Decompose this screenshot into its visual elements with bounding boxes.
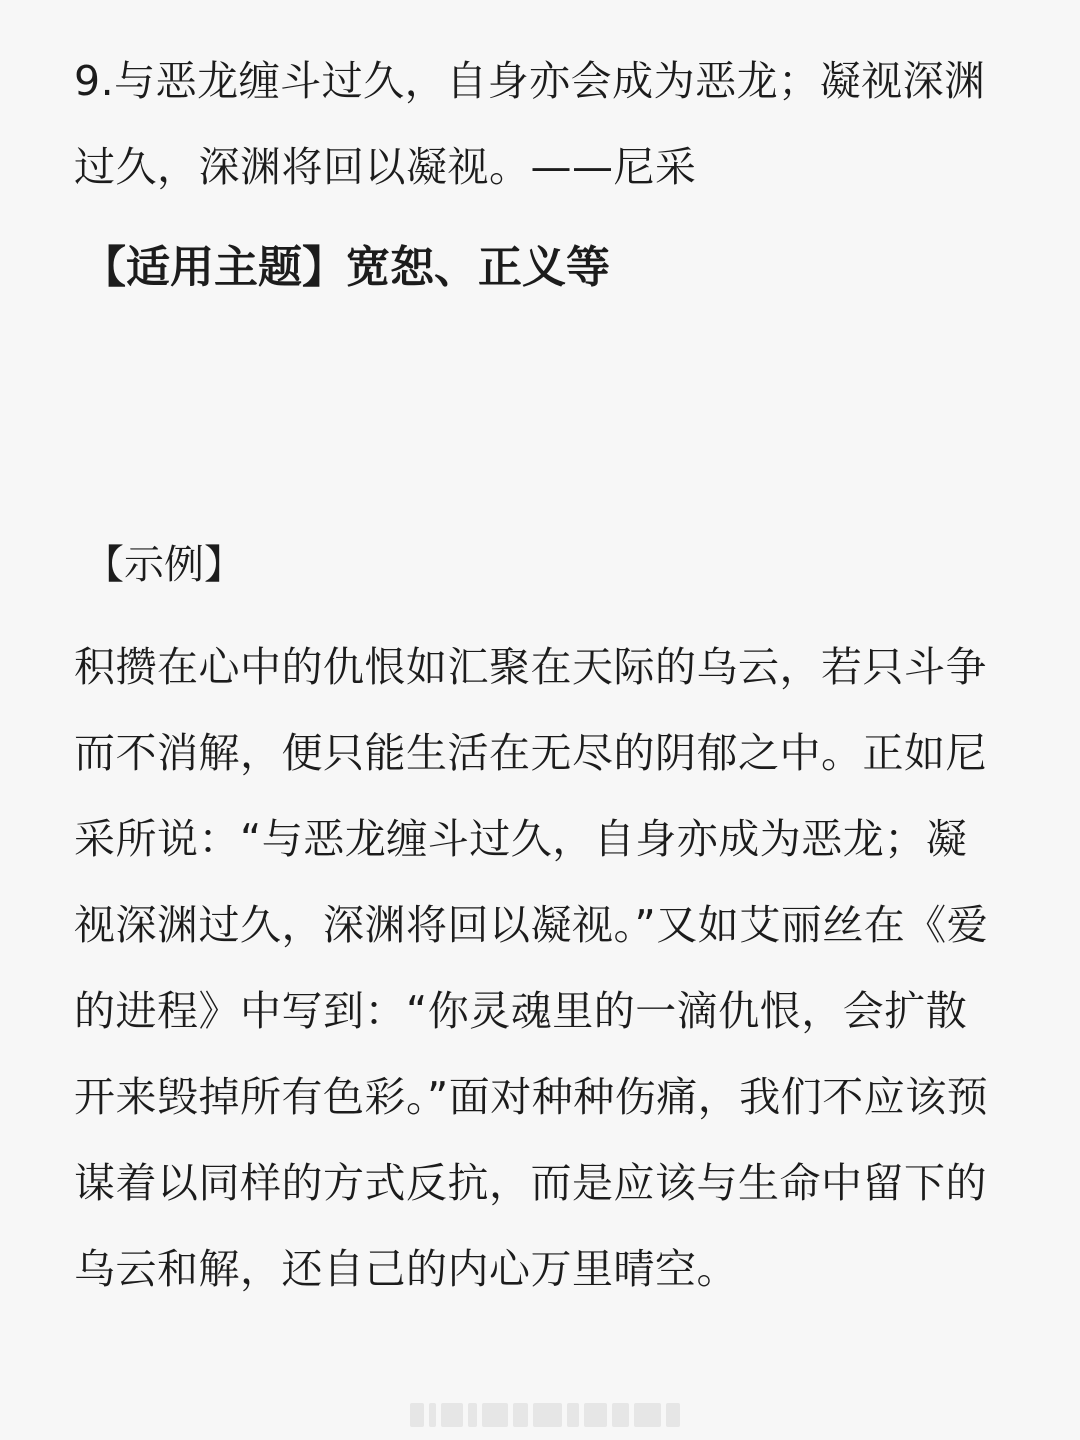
example-body-paragraph: 积攒在心中的仇恨如汇聚在天际的乌云，若只斗争而不消解，便只能生活在无尽的阴郁之中。正如尼采所说：“与恶龙缠斗过久，自身亦成为恶龙；凝视深渊过久，深渊将回以凝视。”又如艾丽丝在《爱的进程》中写到：“你灵魂里的一滴仇恨，会扩散开来毁掉所有色彩。”面对种种伤痛，我们不应该预谋着以同样的方式反抗，而是应该与生命中留下的乌云和解，还自己的内心万里晴空。: [74, 643, 989, 1293]
watermark-mark: [410, 1400, 680, 1430]
quote-paragraph: 9.与恶龙缠斗过久，自身亦会成为恶龙；凝视深渊过久，深渊将回以凝视。——尼采: [74, 57, 986, 191]
example-label: 【示例】: [84, 542, 244, 588]
applicable-theme-heading: 【适用主题】宽恕、正义等: [82, 242, 610, 293]
